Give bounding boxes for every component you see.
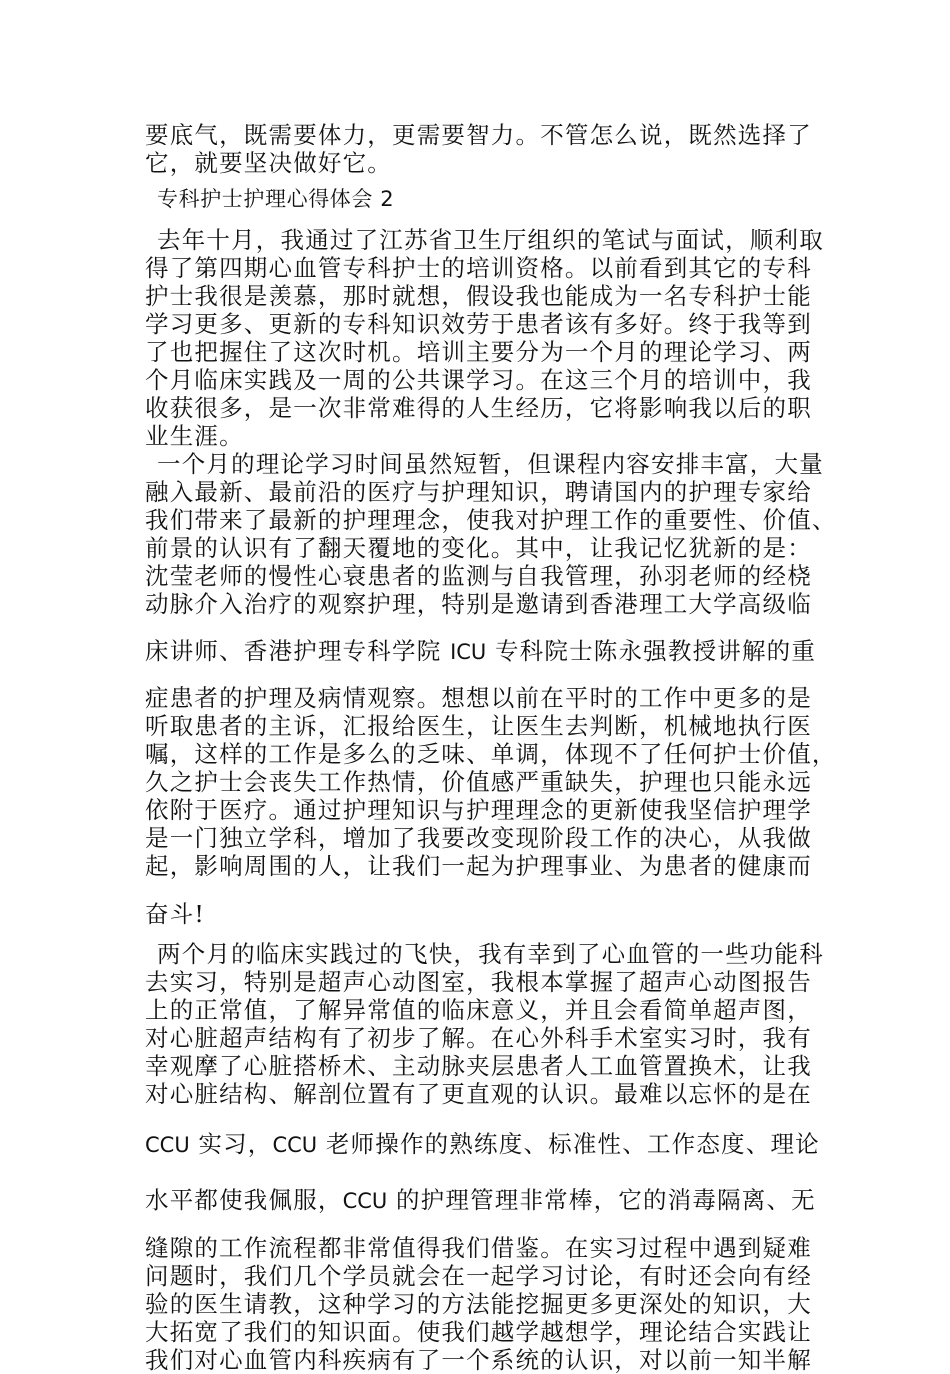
text-line: 问题时，我们几个学员就会在一起学习讨论，有时还会向有经 bbox=[145, 1262, 812, 1290]
text-line: 前景的认识有了翻天覆地的变化。其中，让我记忆犹新的是： bbox=[145, 534, 812, 562]
text-line: 听取患者的主诉，汇报给医生，让医生去判断，机械地执行医 bbox=[145, 712, 812, 740]
text-line: 久之护士会丧失工作热情，价值感严重缺失，护理也只能永远 bbox=[145, 768, 812, 796]
section-title: 专科护士护理心得体会 2 bbox=[157, 187, 395, 211]
text-line: 一个月的理论学习时间虽然短暂，但课程内容安排丰富，大量 bbox=[157, 450, 824, 478]
text-line: 对心脏超声结构有了初步了解。在心外科手术室实习时，我有 bbox=[145, 1024, 812, 1052]
text-line: 融入最新、最前沿的医疗与护理知识，聘请国内的护理专家给 bbox=[145, 478, 812, 506]
text-line: 护士我很是羡慕，那时就想，假设我也能成为一名专科护士能 bbox=[145, 282, 812, 310]
text-line: 依附于医疗。通过护理知识与护理理念的更新使我坚信护理学 bbox=[145, 796, 812, 824]
text-line: 要底气，既需要体力，更需要智力。不管怎么说，既然选择了 bbox=[145, 121, 812, 149]
text-line: CCU 实习，CCU 老师操作的熟练度、标准性、工作态度、理论 bbox=[145, 1130, 820, 1158]
text-line: 起，影响周围的人，让我们一起为护理事业、为患者的健康而 bbox=[145, 852, 812, 880]
text-line: 对心脏结构、解剖位置有了更直观的认识。最难以忘怀的是在 bbox=[145, 1080, 812, 1108]
text-line: 两个月的临床实践过的飞快，我有幸到了心血管的一些功能科 bbox=[157, 940, 824, 968]
text-line: 奋斗! bbox=[145, 900, 206, 928]
text-line: 它，就要坚决做好它。 bbox=[145, 149, 392, 177]
text-line: 了也把握住了这次时机。培训主要分为一个月的理论学习、两 bbox=[145, 338, 812, 366]
text-line: 去实习，特别是超声心动图室，我根本掌握了超声心动图报告 bbox=[145, 968, 812, 996]
text-line: 学习更多、更新的专科知识效劳于患者该有多好。终于我等到 bbox=[145, 310, 812, 338]
text-line: 幸观摩了心脏搭桥术、主动脉夹层患者人工血管置换术，让我 bbox=[145, 1052, 812, 1080]
text-line: 得了第四期心血管专科护士的培训资格。以前看到其它的专科 bbox=[145, 254, 812, 282]
text-line: 个月临床实践及一周的公共课学习。在这三个月的培训中，我 bbox=[145, 366, 812, 394]
text-line: 症患者的护理及病情观察。想想以前在平时的工作中更多的是 bbox=[145, 684, 812, 712]
text-line: 我们对心血管内科疾病有了一个系统的认识，对以前一知半解 bbox=[145, 1346, 812, 1374]
text-line: 验的医生请教，这种学习的方法能挖掘更多更深处的知识，大 bbox=[145, 1290, 812, 1318]
text-line: 沈莹老师的慢性心衰患者的监测与自我管理，孙羽老师的经桡 bbox=[145, 562, 812, 590]
text-line: 动脉介入治疗的观察护理，特别是邀请到香港理工大学高级临 bbox=[145, 590, 812, 618]
text-line: 水平都使我佩服，CCU 的护理管理非常棒，它的消毒隔离、无 bbox=[145, 1186, 816, 1214]
text-line: 床讲师、香港护理专科学院 ICU 专科院士陈永强教授讲解的重 bbox=[145, 637, 817, 665]
text-line: 业生涯。 bbox=[145, 422, 244, 450]
text-line: 是一门独立学科，增加了我要改变现阶段工作的决心，从我做 bbox=[145, 824, 812, 852]
text-line: 去年十月，我通过了江苏省卫生厅组织的笔试与面试，顺利取 bbox=[157, 226, 824, 254]
text-line: 上的正常值，了解异常值的临床意义，并且会看简单超声图， bbox=[145, 996, 812, 1024]
text-line: 大拓宽了我们的知识面。使我们越学越想学，理论结合实践让 bbox=[145, 1318, 812, 1346]
text-line: 收获很多，是一次非常难得的人生经历，它将影响我以后的职 bbox=[145, 394, 812, 422]
text-line: 缝隙的工作流程都非常值得我们借鉴。在实习过程中遇到疑难 bbox=[145, 1234, 812, 1262]
text-line: 我们带来了最新的护理理念，使我对护理工作的重要性、价值、 bbox=[145, 506, 837, 534]
text-line: 嘱，这样的工作是多么的乏味、单调，体现不了任何护士价值， bbox=[145, 740, 837, 768]
